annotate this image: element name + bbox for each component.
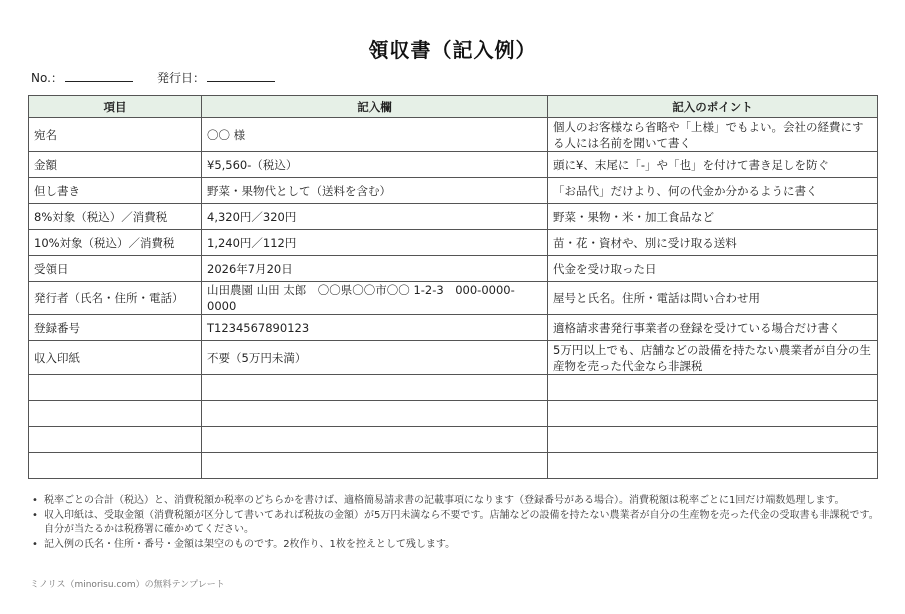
row-entry: 山田農園 山田 太郎 〇〇県〇〇市〇〇 1-2-3 000-0000-0000: [202, 282, 548, 315]
row-point: 頭に¥、末尾に「-」や「也」を付けて書き足しを防ぐ: [548, 152, 878, 178]
row-item: 収入印紙: [29, 341, 202, 375]
row-item: 発行者（氏名・住所・電話）: [29, 282, 202, 315]
row-point: 代金を受け取った日: [548, 256, 878, 282]
page-title: 領収書（記入例）: [368, 38, 537, 62]
row-point: 「お品代」だけより、何の代金か分かるように書く: [548, 178, 878, 204]
row-item: 受領日: [29, 256, 202, 282]
receipt-meta: [31, 69, 275, 86]
table-row: [29, 315, 878, 341]
blank-row: [29, 375, 878, 401]
row-point: 個人のお客様なら省略や「上様」でもよい。会社の経費にする人には名前を聞いて書く: [548, 118, 878, 152]
issue-date-field: [157, 69, 275, 86]
row-entry: ¥5,560-（税込）: [202, 152, 548, 178]
row-point: 野菜・果物・米・加工食品など: [548, 204, 878, 230]
receipt-number-label: No.：: [31, 71, 63, 85]
receipt-table: [28, 95, 878, 479]
row-entry: T1234567890123: [202, 315, 548, 341]
table-row: [29, 152, 878, 178]
receipt-number-blank: [65, 71, 133, 82]
blank-row: [29, 453, 878, 479]
table-header-row: [29, 96, 878, 118]
row-item: 登録番号: [29, 315, 202, 341]
row-item: 金額: [29, 152, 202, 178]
template-credit: ミノリス（minorisu.com）の無料テンプレート: [30, 580, 225, 590]
note-item: • 記入例の氏名・住所・番号・金額は架空のものです。2枚作り、1枚を控えとして残します。: [30, 538, 880, 552]
table-row: [29, 178, 878, 204]
issue-date-blank: [207, 71, 275, 82]
row-item: 10%対象（税込）／消費税: [29, 230, 202, 256]
table-row: [29, 118, 878, 152]
row-point: 屋号と氏名。住所・電話は問い合わせ用: [548, 282, 878, 315]
row-entry: 2026年7月20日: [202, 256, 548, 282]
table-row: [29, 204, 878, 230]
header-point: 記入のポイント: [548, 96, 878, 118]
table-row: [29, 230, 878, 256]
header-item: 項目: [29, 96, 202, 118]
header-entry: 記入欄: [202, 96, 548, 118]
row-item: 8%対象（税込）／消費税: [29, 204, 202, 230]
notes-list: [30, 494, 880, 553]
table-row: [29, 341, 878, 375]
table-row: [29, 256, 878, 282]
note-item: • 税率ごとの合計（税込）と、消費税額か税率のどちらかを書けば、適格簡易請求書の記載事項になります（登録番号がある場合）。消費税額は税率ごとに1回だけ端数処理します。: [30, 494, 880, 508]
table-row: [29, 282, 878, 315]
receipt-number-field: [31, 69, 133, 86]
note-item: • 収入印紙は、受取金額（消費税額が区分して書いてあれば税抜の金額）が5万円未満なら不要です。店舗などの設備を持たない農業者が自分の生産物を売った代金の受取書も非課税です。自分が当たるかは税務署に確かめてください。: [30, 509, 880, 537]
issue-date-label: 発行日：: [156, 71, 205, 85]
row-entry: 野菜・果物代として（送料を含む）: [202, 178, 548, 204]
row-item: 宛名: [29, 118, 202, 152]
row-entry: 〇〇 様: [202, 118, 548, 152]
row-point: 適格請求書発行事業者の登録を受けている場合だけ書く: [548, 315, 878, 341]
row-point: 5万円以上でも、店舗などの設備を持たない農業者が自分の生産物を売った代金なら非課税: [548, 341, 878, 375]
row-item: 但し書き: [29, 178, 202, 204]
row-entry: 不要（5万円未満）: [202, 341, 548, 375]
row-entry: 4,320円／320円: [202, 204, 548, 230]
row-entry: 1,240円／112円: [202, 230, 548, 256]
row-point: 苗・花・資材や、別に受け取る送料: [548, 230, 878, 256]
blank-row: [29, 401, 878, 427]
blank-row: [29, 427, 878, 453]
